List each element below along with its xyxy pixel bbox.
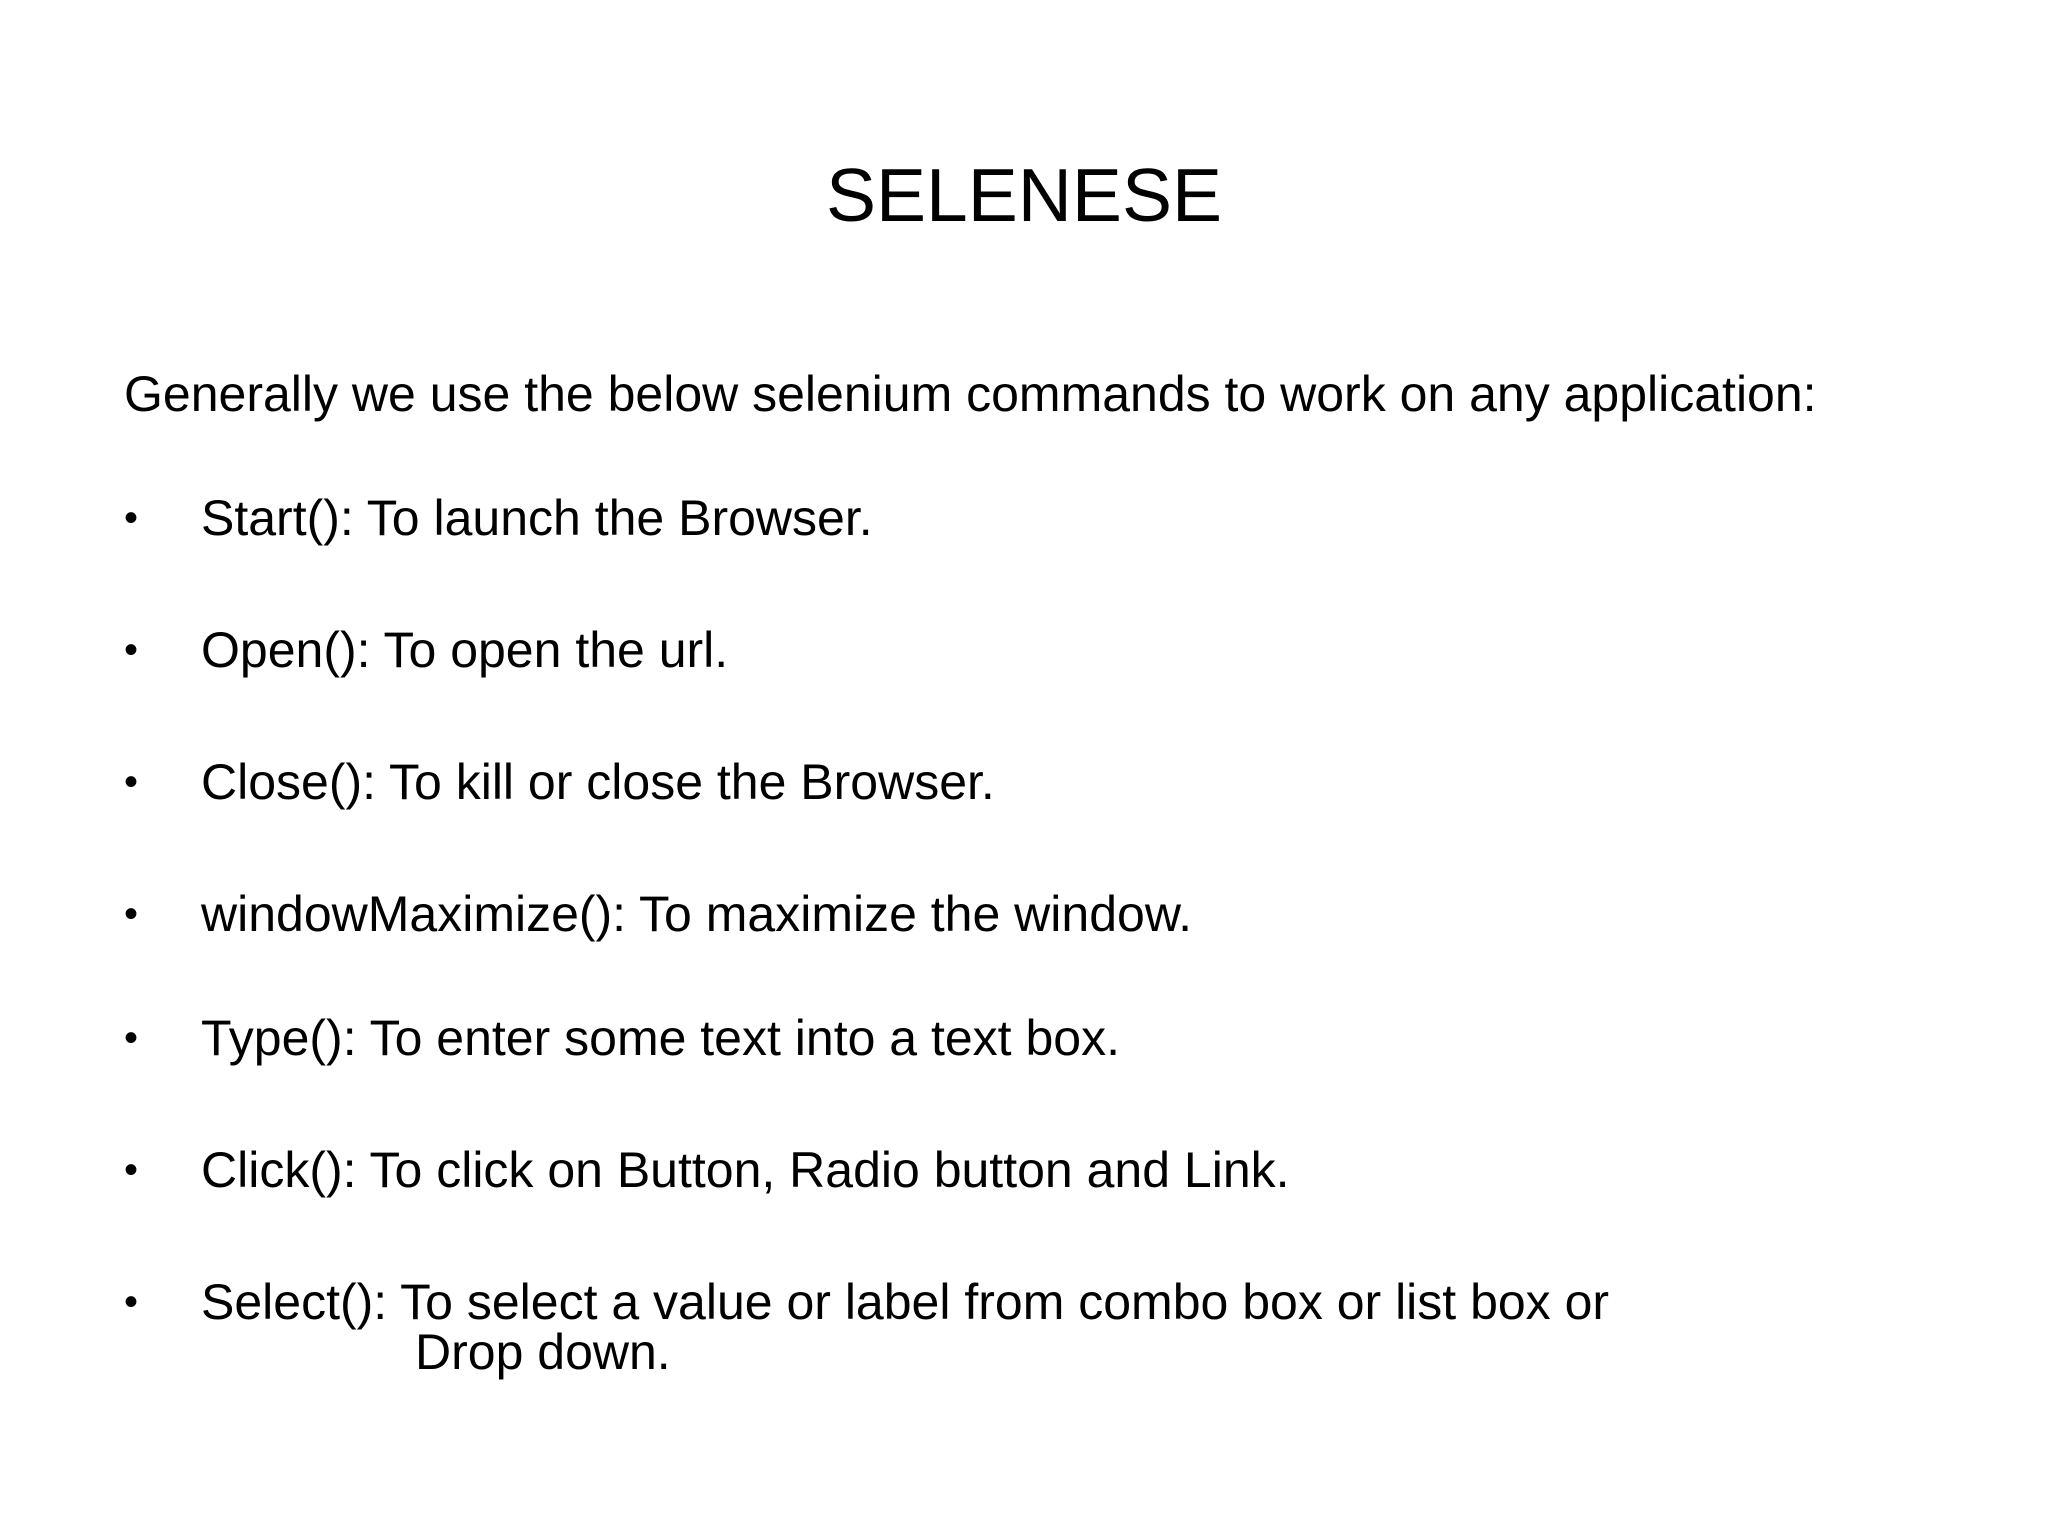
- command-type: Type(): To enter some text into a text box.: [201, 1010, 1120, 1066]
- list-item: [124, 1008, 1924, 1128]
- list-item: [124, 488, 1924, 608]
- list-item: [124, 752, 1924, 872]
- list-item: [124, 1140, 1924, 1260]
- command-close: Close(): To kill or close the Browser.: [201, 754, 995, 810]
- bullet-icon: •: [124, 892, 139, 936]
- bullet-icon: •: [124, 496, 139, 540]
- bullet-icon: •: [124, 1016, 139, 1060]
- command-select-continuation: Drop down.: [415, 1324, 671, 1380]
- slide-title: SELENESE: [825, 153, 1223, 237]
- intro-text: Generally we use the below selenium commands to work on any application:: [124, 366, 1817, 422]
- command-window-maximize: windowMaximize(): To maximize the window.: [201, 886, 1193, 942]
- list-item: [124, 1272, 1924, 1392]
- command-select: Select(): To select a value or label from combo box or list box or: [201, 1274, 1610, 1330]
- command-open: Open(): To open the url.: [201, 622, 729, 678]
- bullet-icon: •: [124, 1148, 139, 1192]
- list-item: [124, 620, 1924, 740]
- bullet-icon: •: [124, 1280, 139, 1324]
- bullet-icon: •: [124, 760, 139, 804]
- list-item: [124, 884, 1924, 1004]
- command-start: Start(): To launch the Browser.: [201, 490, 873, 546]
- bullet-icon: •: [124, 628, 139, 672]
- command-click: Click(): To click on Button, Radio button and Link.: [201, 1142, 1290, 1198]
